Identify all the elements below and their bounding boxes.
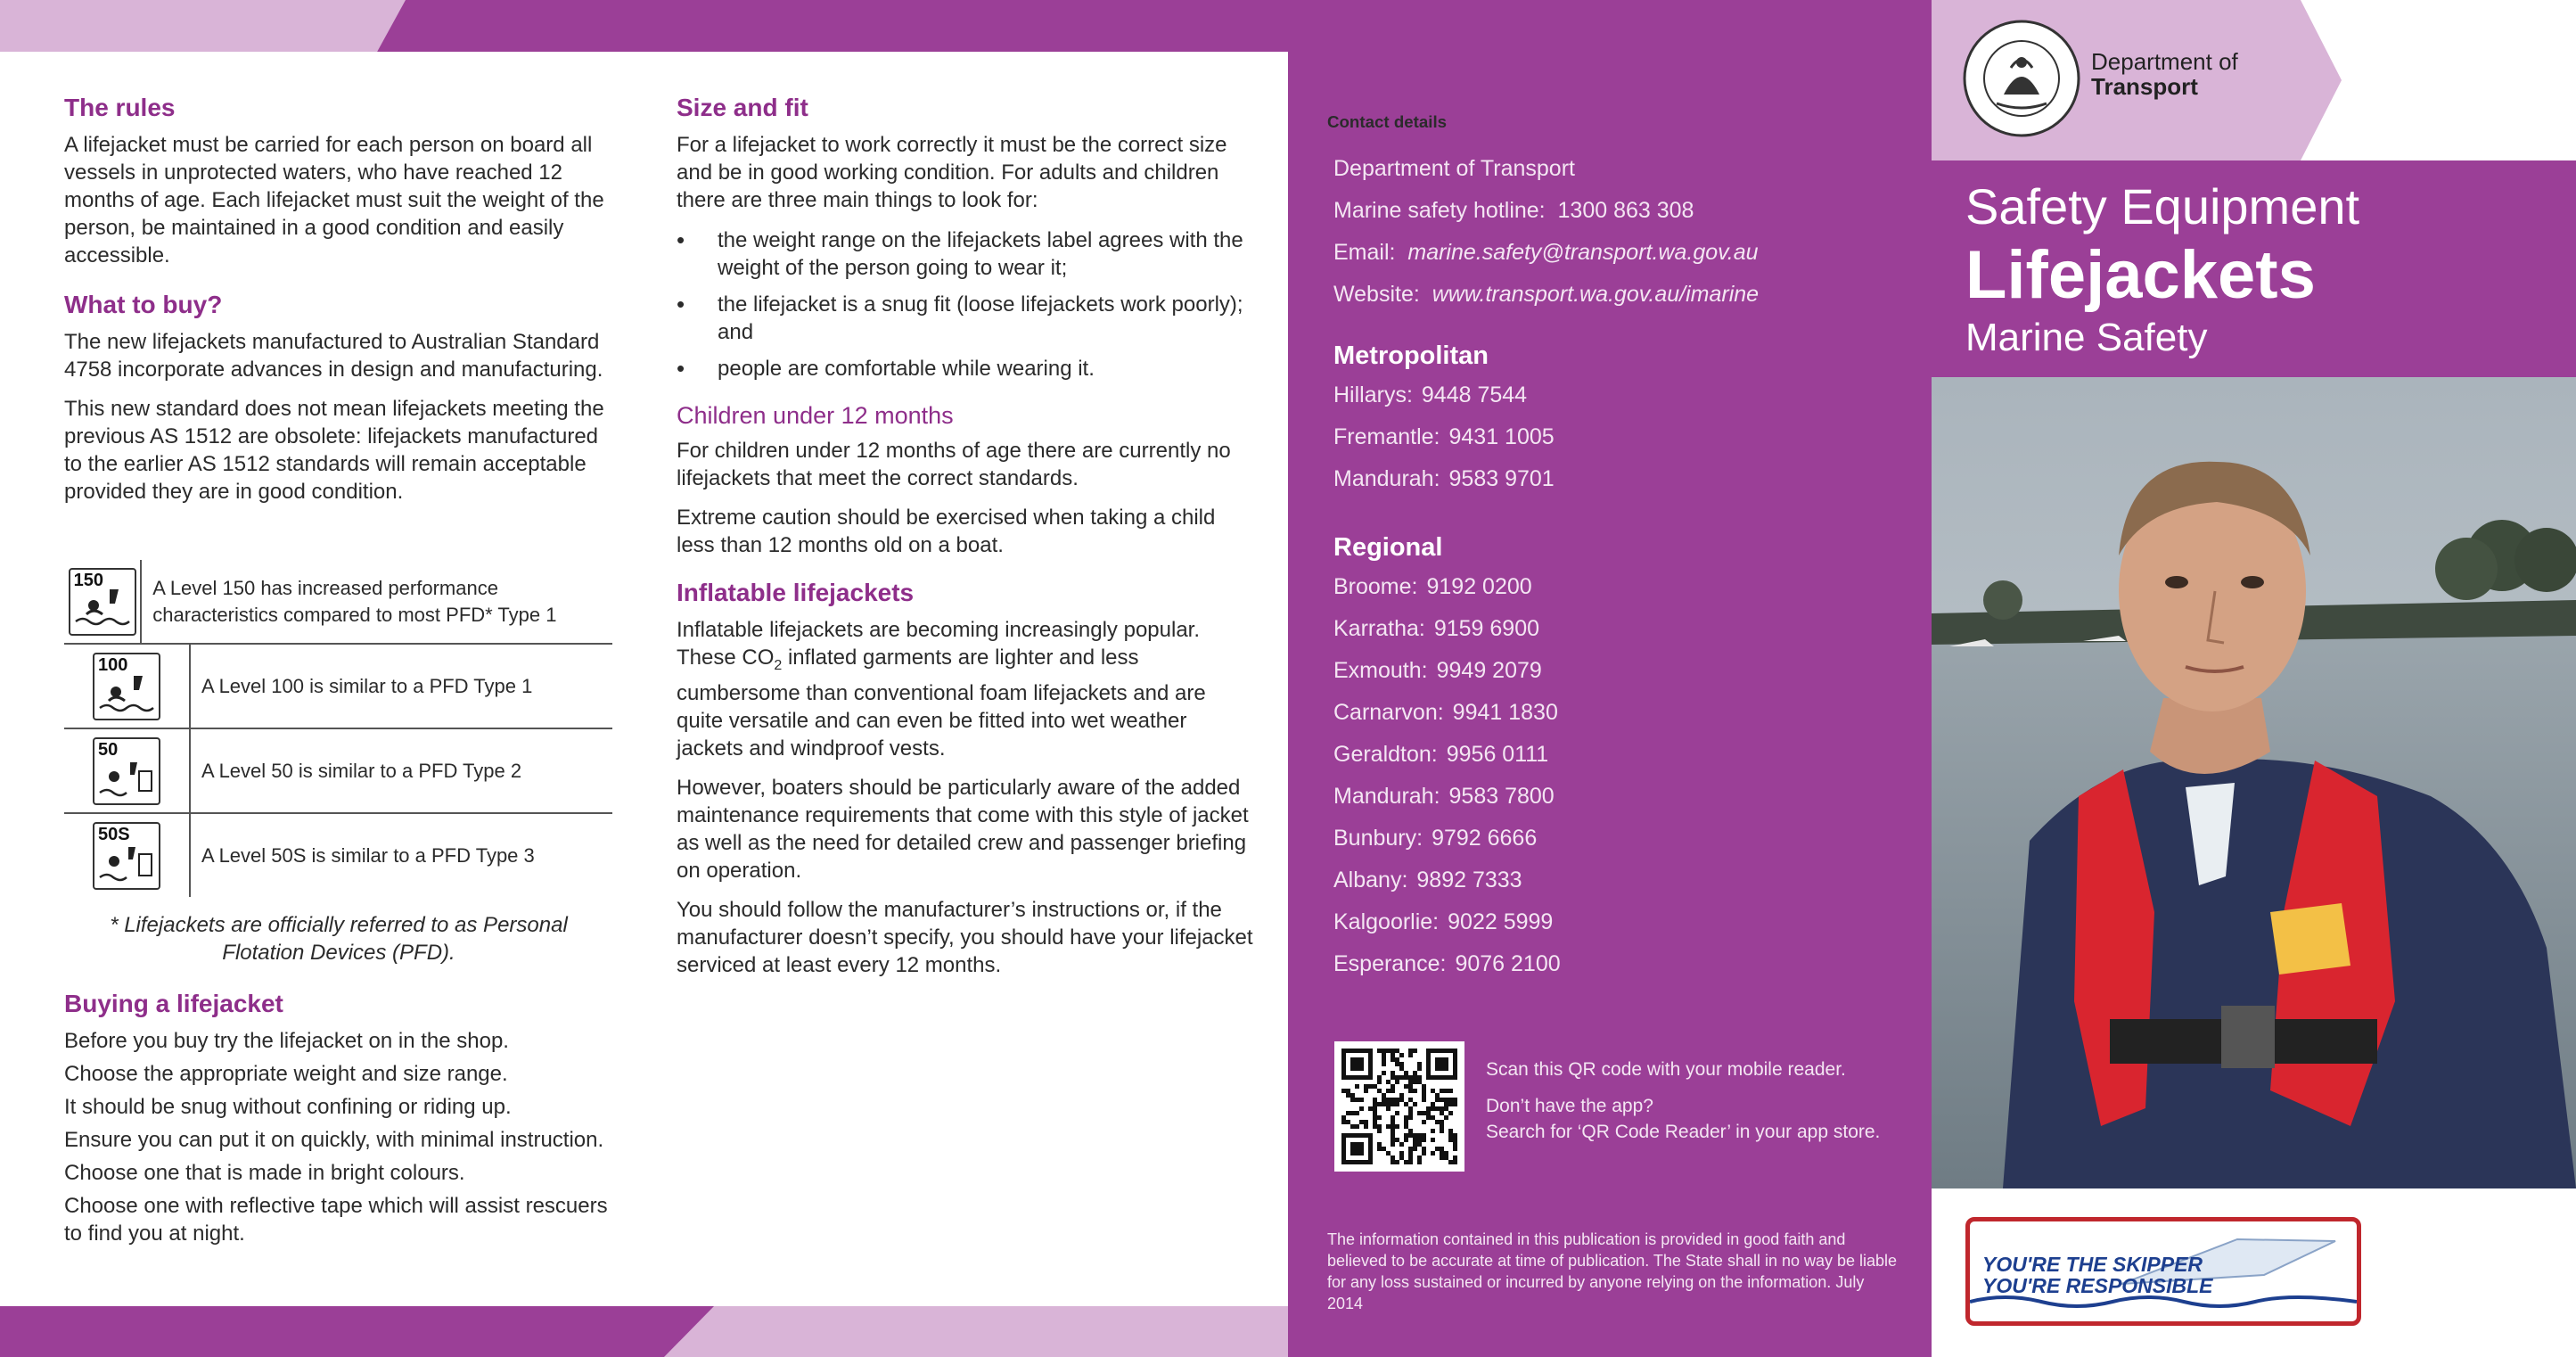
hotline-line: Marine safety hotline: 1300 863 308 xyxy=(1333,198,1694,224)
office-phone: 9159 6900 xyxy=(1433,616,1540,641)
office-name: Exmouth: xyxy=(1333,658,1428,683)
children-p1: For children under 12 months of age there are currently no lifejackets that meet the correct standards. xyxy=(677,439,1231,490)
office-phone: 9892 7333 xyxy=(1416,868,1522,892)
pfd-level-table xyxy=(64,560,612,897)
level-100-icon: 100 xyxy=(93,653,160,720)
email-link[interactable]: marine.safety@transport.wa.gov.au xyxy=(1407,240,1759,266)
bottom-band xyxy=(0,1306,1288,1357)
office-row xyxy=(1333,692,1886,734)
what-to-buy-p2: This new standard does not mean lifejackets meeting the previous AS 1512 are obsolete: lifejackets manufactured to the earlier AS 1512 standards will remain acceptable provided they are in good condition. xyxy=(64,397,604,504)
office-phone: 9022 5999 xyxy=(1448,909,1554,934)
office-name: Albany: xyxy=(1333,868,1408,892)
top-band xyxy=(0,0,1288,52)
qr-code[interactable] xyxy=(1334,1041,1464,1172)
office-row xyxy=(1333,458,1886,500)
table-row xyxy=(64,729,612,814)
office-phone: 9956 0111 xyxy=(1446,742,1549,767)
size-fit-list xyxy=(677,226,1256,382)
column-2 xyxy=(677,94,1256,979)
office-phone: 9949 2079 xyxy=(1436,658,1542,683)
office-name: Carnarvon: xyxy=(1333,700,1444,725)
qr-line-1: Scan this QR code with your mobile reader. xyxy=(1486,1059,1846,1080)
office-name: Geraldton: xyxy=(1333,742,1438,767)
what-to-buy-heading: What to buy? xyxy=(64,291,223,318)
office-row xyxy=(1333,608,1886,650)
office-phone: 9941 1830 xyxy=(1452,700,1558,725)
department-name: Department of Transport xyxy=(2091,48,2238,100)
office-phone: 9792 6666 xyxy=(1432,826,1538,851)
level-150-text: A Level 150 has increased performance characteristics compared to most PFD* Type 1 xyxy=(152,576,557,626)
regional-section xyxy=(1333,533,1886,985)
metropolitan-section xyxy=(1333,341,1886,500)
office-phone: 9583 9701 xyxy=(1448,466,1555,491)
office-row xyxy=(1333,776,1886,818)
inflatable-p1: Inflatable lifejackets are becoming increasingly popular. These $CO_2$ inflated garments are lighter and less cumbersome than conventional foam lifejackets and are quite versatile and can even be fitted into wet weather jackets and windproof vests. xyxy=(677,618,1206,761)
level-50-text: A Level 50 is similar to a PFD Type 2 xyxy=(201,759,522,782)
list-item: • people are comfortable while wearing it. xyxy=(677,355,1256,382)
office-phone: 9192 0200 xyxy=(1426,574,1532,599)
skipper-logo xyxy=(1965,1217,2361,1326)
title-lifejackets: Lifejackets xyxy=(1965,237,2316,313)
office-row xyxy=(1333,566,1886,608)
list-item: It should be snug without confining or riding up. xyxy=(64,1095,512,1119)
buying-heading: Buying a lifejacket xyxy=(64,990,283,1017)
qr-line-3: Search for ‘QR Code Reader’ in your app store. xyxy=(1486,1122,1881,1142)
size-fit-intro: For a lifejacket to work correctly it must be the correct size and be in good working condition. For adults and children there are three main things to look for: xyxy=(677,133,1227,212)
office-name: Broome: xyxy=(1333,574,1418,599)
website-line: Website: www.transport.wa.gov.au/imarine xyxy=(1333,282,1760,308)
website-link[interactable]: www.transport.wa.gov.au/imarine xyxy=(1432,282,1760,308)
list-item: Choose one that is made in bright colours. xyxy=(64,1161,465,1185)
office-name: Hillarys: xyxy=(1333,382,1413,407)
level-50-icon: 50 xyxy=(93,737,160,805)
column-1 xyxy=(64,94,617,506)
office-row xyxy=(1333,734,1886,776)
cover-title xyxy=(1965,177,2359,362)
level-50s-icon: 50S xyxy=(93,822,160,890)
what-to-buy-p1: The new lifejackets manufactured to Australian Standard 4758 incorporate advances in design and manufacturing. xyxy=(64,330,603,382)
office-row xyxy=(1333,374,1886,416)
size-fit-heading: Size and fit xyxy=(677,94,808,121)
contact-section xyxy=(1327,95,1898,316)
list-item: Choose the appropriate weight and size range. xyxy=(64,1062,508,1086)
title-marine-safety: Marine Safety xyxy=(1965,316,2208,359)
hotline-number: 1300 863 308 xyxy=(1557,198,1694,224)
regional-heading: Regional xyxy=(1333,533,1443,562)
disclaimer: The information contained in this publication is provided in good faith and believed to be accurate at time of publication. The State shall in no way be liable for any loss sustained or incurred by anyone relying on the information. July 2014 xyxy=(1327,1230,1898,1312)
office-name: Mandurah: xyxy=(1333,784,1440,809)
office-row xyxy=(1333,416,1886,458)
children-heading: Children under 12 months xyxy=(677,402,954,429)
rules-body: A lifejacket must be carried for each person on board all vessels in unprotected waters, who have reached 12 months of age. Each lifejacket must suit the weight of the person, be maintained in a good condition and easily accessible. xyxy=(64,133,604,267)
contact-heading: Contact details xyxy=(1327,111,1448,131)
office-row xyxy=(1333,901,1886,943)
office-name: Fremantle: xyxy=(1333,424,1440,449)
skipper-slogan: YOU'RE THE SKIPPER YOU'RE RESPONSIBLE xyxy=(1982,1253,2213,1297)
table-row xyxy=(64,560,612,645)
level-50s-text: A Level 50S is similar to a PFD Type 3 xyxy=(201,843,535,867)
list-item: • the lifejacket is a snug fit (loose lifejackets work poorly); and xyxy=(677,291,1256,346)
table-row xyxy=(64,645,612,729)
inflatable-p2: However, boaters should be particularly aware of the added maintenance requirements that come with this style of jacket as well as the need for detailed crew and passenger briefing on operation. xyxy=(677,775,1249,883)
title-safety-equipment: Safety Equipment xyxy=(1965,178,2360,234)
office-name: Kalgoorlie: xyxy=(1333,909,1440,934)
list-item: Before you buy try the lifejacket on in the shop. xyxy=(64,1029,509,1053)
office-name: Karratha: xyxy=(1333,616,1425,641)
office-name: Esperance: xyxy=(1333,951,1447,976)
email-line: Email: marine.safety@transport.wa.gov.au xyxy=(1333,240,1759,266)
qr-line-2: Don’t have the app? xyxy=(1486,1096,1653,1116)
inflatable-p3: You should follow the manufacturer’s instructions or, if the manufacturer doesn’t specify, you should have your lifejacket serviced at least every 12 months. xyxy=(677,897,1253,977)
office-phone: 9448 7544 xyxy=(1421,382,1528,407)
children-p2: Extreme caution should be exercised when taking a child less than 12 months old on a boat. xyxy=(677,506,1216,557)
contact-org: Department of Transport xyxy=(1333,156,1575,182)
buying-section xyxy=(64,990,617,1247)
office-phone: 9076 2100 xyxy=(1455,951,1561,976)
qr-instructions xyxy=(1486,1057,1914,1145)
list-item: Ensure you can put it on quickly, with minimal instruction. xyxy=(64,1128,604,1152)
cover-photo xyxy=(1932,377,2576,1188)
inflatable-heading: Inflatable lifejackets xyxy=(677,579,915,606)
level-100-text: A Level 100 is similar to a PFD Type 1 xyxy=(201,674,533,697)
list-item: • the weight range on the lifejackets label agrees with the weight of the person going to wear it; xyxy=(677,226,1256,282)
office-row xyxy=(1333,818,1886,859)
level-150-icon: 150 xyxy=(69,568,136,636)
wa-government-seal xyxy=(1961,18,2082,139)
pfd-footnote: * Lifejackets are officially referred to as Personal Flotation Devices (PFD). xyxy=(110,913,568,965)
list-item: Choose one with reflective tape which will assist rescuers to find you at night. xyxy=(64,1194,608,1246)
table-row xyxy=(64,814,612,897)
office-phone: 9583 7800 xyxy=(1448,784,1555,809)
office-row xyxy=(1333,859,1886,901)
rules-heading: The rules xyxy=(64,94,176,121)
office-name: Mandurah: xyxy=(1333,466,1440,491)
metropolitan-heading: Metropolitan xyxy=(1333,341,1489,370)
office-row xyxy=(1333,650,1886,692)
office-phone: 9431 1005 xyxy=(1448,424,1555,449)
office-name: Bunbury: xyxy=(1333,826,1423,851)
office-row xyxy=(1333,943,1886,985)
